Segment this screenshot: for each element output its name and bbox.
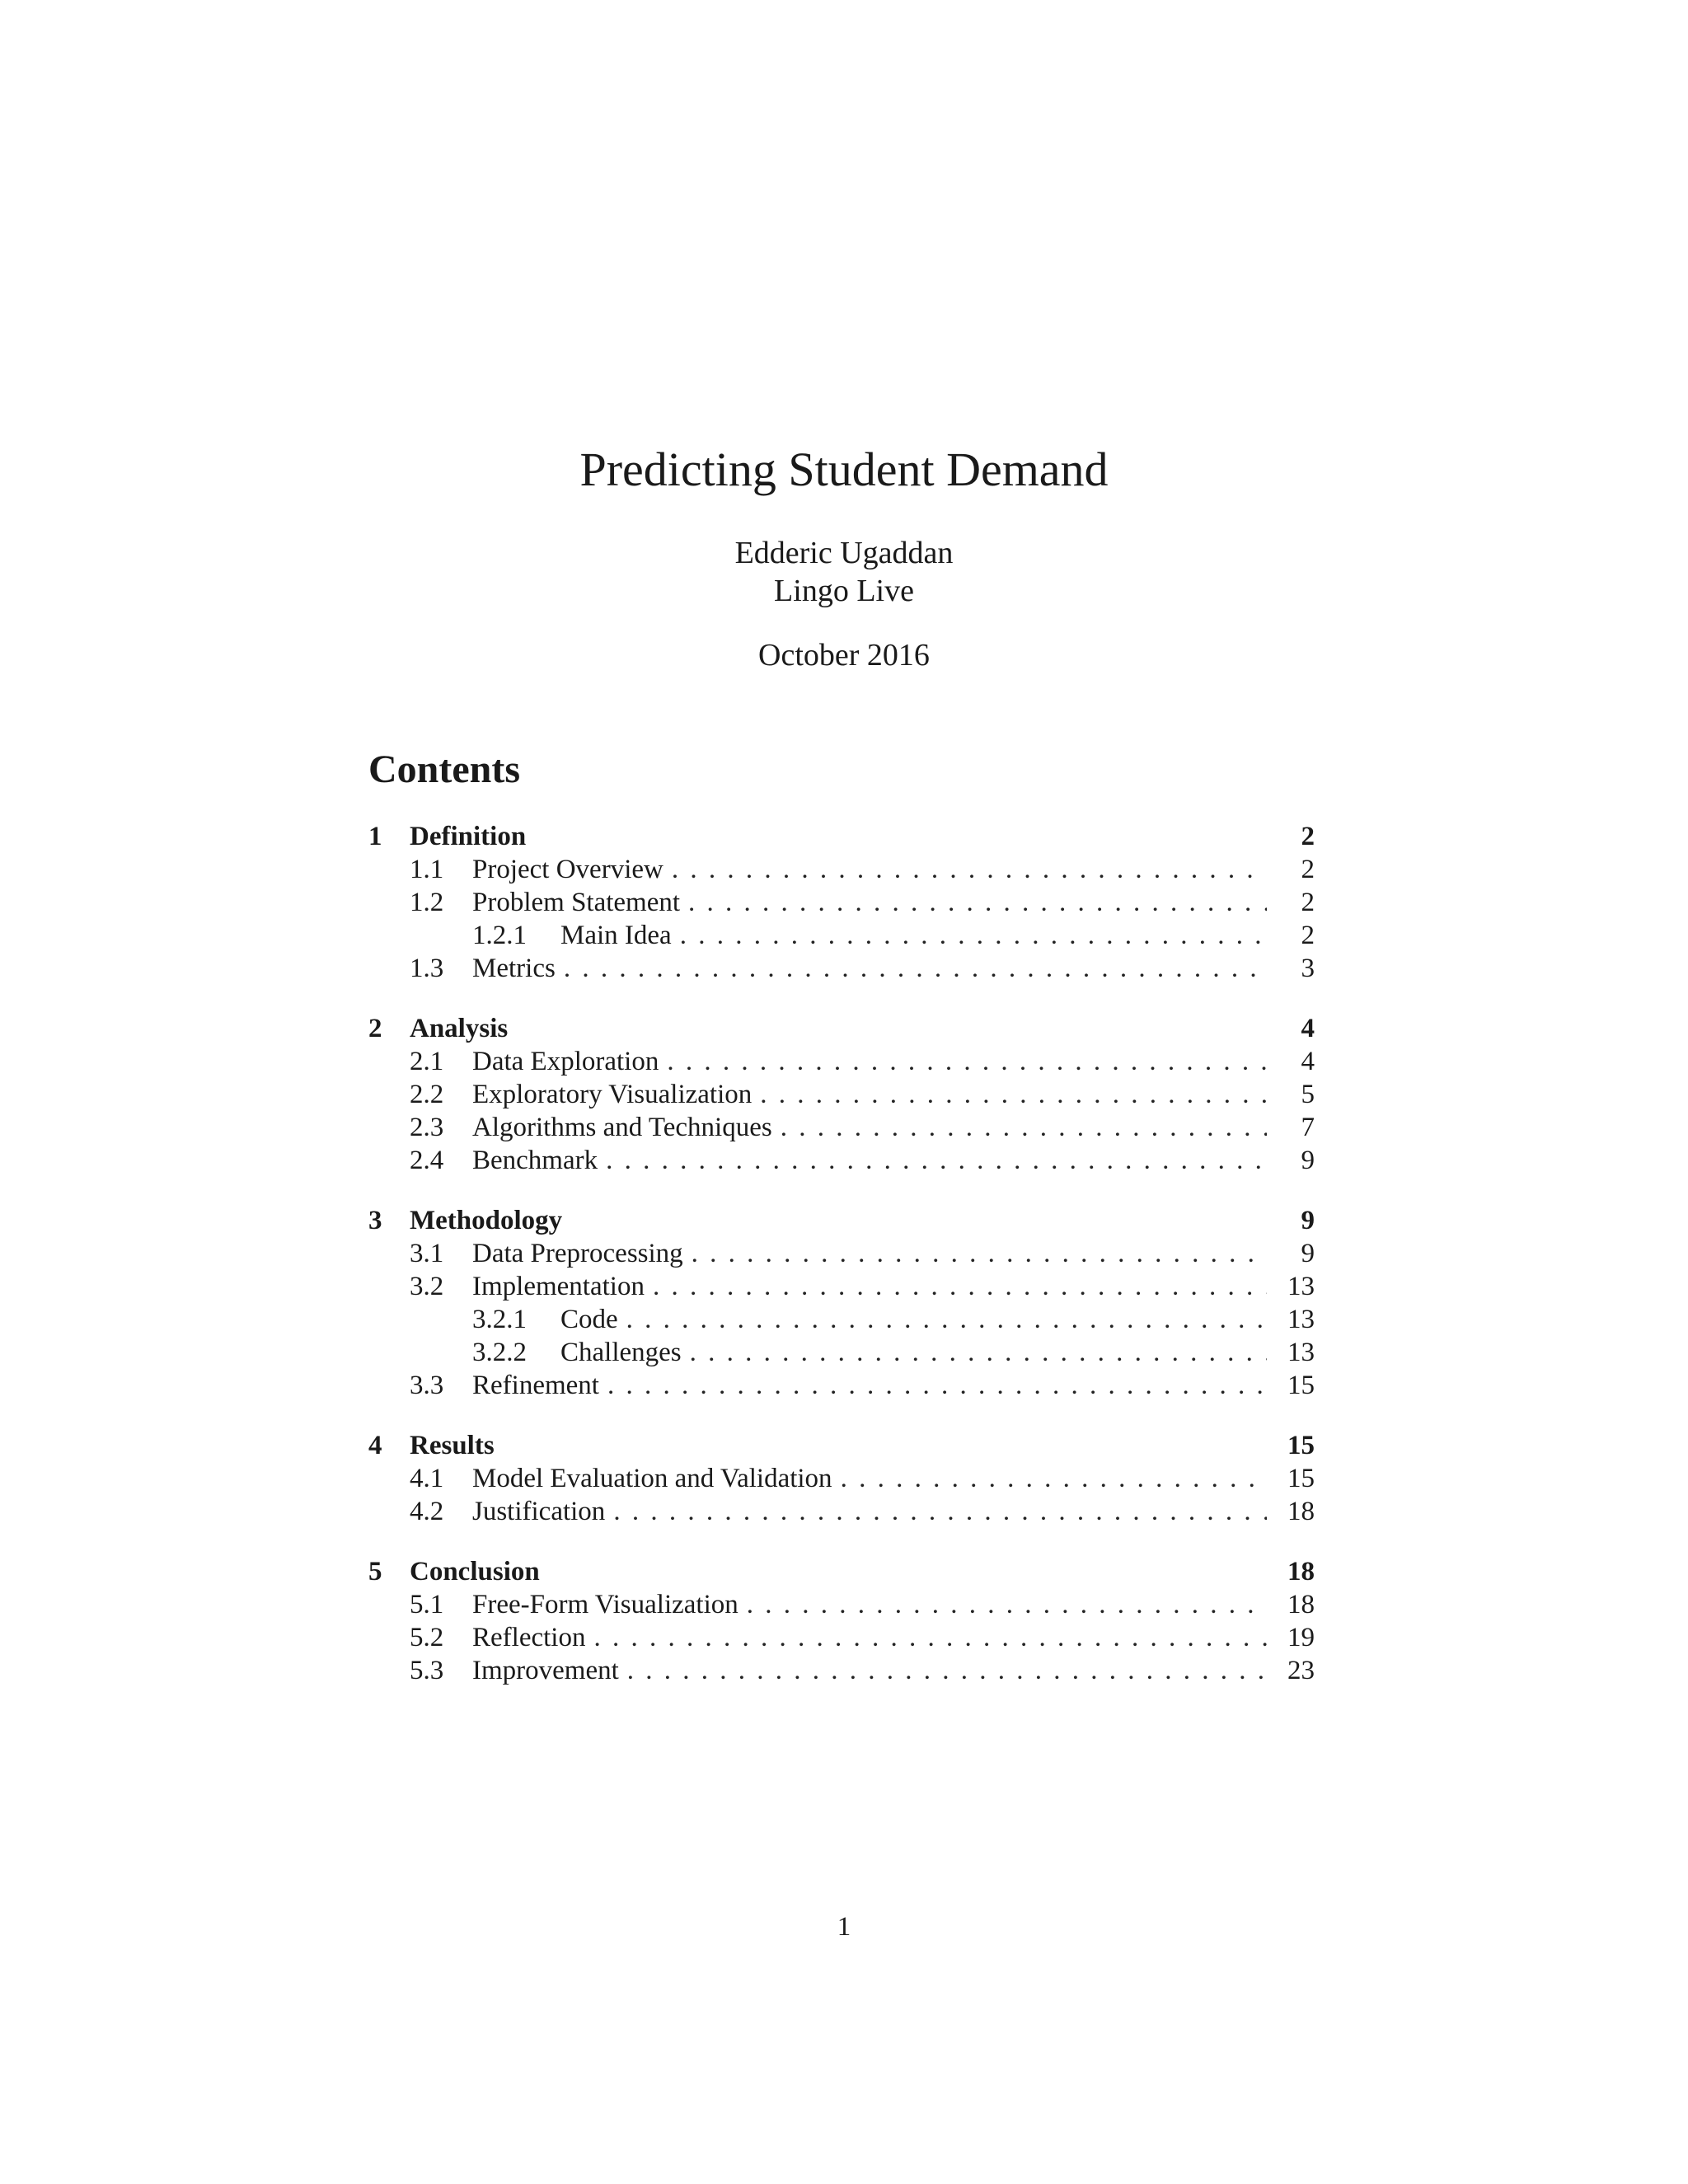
- toc-entry-number: 3.2.2: [472, 1338, 527, 1367]
- toc-entry-subsubsection[interactable]: [368, 919, 1315, 952]
- toc-dot-leader: [627, 1654, 1267, 1687]
- toc-entry-number: 3.3: [410, 1371, 444, 1400]
- toc-entry-number: 1.2.1: [472, 921, 527, 950]
- toc-entry-page: 2: [1301, 822, 1315, 851]
- author-name: Edderic Ugaddan: [734, 536, 954, 570]
- toc-entry-label: Refinement: [472, 1371, 599, 1400]
- toc-dot-leader: [760, 1078, 1267, 1111]
- toc-entry-section[interactable]: [368, 1429, 1315, 1462]
- toc-entry-subsection[interactable]: [368, 1045, 1315, 1078]
- toc-entry-label: Methodology: [410, 1206, 563, 1235]
- document-title: Predicting Student Demand: [579, 443, 1109, 496]
- toc-entry-label: Definition: [410, 822, 527, 851]
- toc-entry-subsection[interactable]: [368, 1495, 1315, 1528]
- toc-entry-label: Model Evaluation and Validation: [472, 1464, 832, 1493]
- toc-entry-number: 3.2.1: [472, 1305, 527, 1334]
- toc-entry-label: Metrics: [472, 954, 556, 983]
- toc-entry-subsection[interactable]: [368, 1621, 1315, 1654]
- toc-entry-subsection[interactable]: [368, 1237, 1315, 1270]
- toc-entry-page: 15: [1287, 1431, 1315, 1460]
- toc-entry-section[interactable]: [368, 1204, 1315, 1237]
- toc-entry-label: Implementation: [472, 1272, 645, 1301]
- toc-entry-section[interactable]: [368, 1555, 1315, 1588]
- toc-entry-page: 13: [1287, 1338, 1315, 1367]
- toc-entry-label: Free-Form Visualization: [472, 1590, 738, 1619]
- toc-entry-number: 1.2: [410, 888, 444, 917]
- toc-dot-leader: [688, 886, 1267, 919]
- toc-dot-leader: [564, 952, 1267, 985]
- toc-entry-subsection[interactable]: [368, 1462, 1315, 1495]
- toc-entry-label: Project Overview: [472, 855, 663, 884]
- toc-dot-leader: [690, 1336, 1267, 1369]
- toc-dot-leader: [653, 1270, 1267, 1303]
- toc-entry-label: Data Preprocessing: [472, 1239, 683, 1268]
- toc-entry-subsection[interactable]: [368, 1270, 1315, 1303]
- toc-dot-leader: [841, 1462, 1267, 1495]
- toc-entry-number: 4.2: [410, 1497, 444, 1526]
- toc-entry-page: 5: [1301, 1080, 1315, 1109]
- toc-entry-subsection[interactable]: [368, 1654, 1315, 1687]
- toc-entry-section[interactable]: [368, 820, 1315, 853]
- toc-entry-page: 9: [1301, 1239, 1315, 1268]
- toc-entry-label: Code: [560, 1305, 618, 1334]
- toc-dot-leader: [747, 1588, 1267, 1621]
- toc-entry-label: Problem Statement: [472, 888, 681, 917]
- toc-entry-subsection[interactable]: [368, 1588, 1315, 1621]
- toc-entry-label: Conclusion: [410, 1557, 540, 1586]
- toc-entry-subsubsection[interactable]: [368, 1336, 1315, 1369]
- toc-entry-number: 1: [368, 822, 382, 851]
- toc-entry-label: Main Idea: [560, 921, 672, 950]
- toc-entry-subsubsection[interactable]: [368, 1303, 1315, 1336]
- toc-entry-label: Benchmark: [472, 1146, 598, 1175]
- toc-entry-label: Justification: [472, 1497, 606, 1526]
- toc-entry-number: 5: [368, 1557, 382, 1586]
- toc-entry-label: Analysis: [410, 1014, 509, 1043]
- toc-entry-number: 5.1: [410, 1590, 444, 1619]
- toc-entry-page: 18: [1287, 1497, 1315, 1526]
- toc-entry-page: 4: [1301, 1047, 1315, 1076]
- toc-entry-label: Data Exploration: [472, 1047, 659, 1076]
- toc-dot-leader: [781, 1111, 1267, 1144]
- toc-entry-page: 3: [1301, 954, 1315, 983]
- toc-dot-leader: [607, 1369, 1267, 1402]
- toc-entry-number: 3.2: [410, 1272, 444, 1301]
- toc-entry-subsection[interactable]: [368, 1111, 1315, 1144]
- table-of-contents: [368, 820, 1315, 1687]
- toc-entry-number: 3: [368, 1206, 382, 1235]
- toc-entry-page: 2: [1301, 921, 1315, 950]
- toc-entry-subsection[interactable]: [368, 1369, 1315, 1402]
- toc-dot-leader: [672, 853, 1267, 886]
- toc-entry-number: 1.1: [410, 855, 444, 884]
- toc-entry-page: 2: [1301, 855, 1315, 884]
- toc-dot-leader: [613, 1495, 1267, 1528]
- toc-entry-number: 2.3: [410, 1113, 444, 1142]
- toc-entry-number: 3.1: [410, 1239, 444, 1268]
- toc-entry-number: 1.3: [410, 954, 444, 983]
- toc-entry-subsection[interactable]: [368, 1078, 1315, 1111]
- toc-entry-page: 18: [1287, 1590, 1315, 1619]
- toc-entry-page: 15: [1287, 1464, 1315, 1493]
- toc-entry-page: 13: [1287, 1272, 1315, 1301]
- toc-entry-label: Results: [410, 1431, 495, 1460]
- contents-heading: Contents: [368, 748, 521, 791]
- document-date: October 2016: [758, 638, 930, 673]
- toc-entry-subsection[interactable]: [368, 1144, 1315, 1177]
- toc-entry-number: 4: [368, 1431, 382, 1460]
- toc-dot-leader: [680, 919, 1267, 952]
- toc-entry-page: 7: [1301, 1113, 1315, 1142]
- toc-dot-leader: [593, 1621, 1267, 1654]
- toc-dot-leader: [692, 1237, 1267, 1270]
- toc-entry-page: 15: [1287, 1371, 1315, 1400]
- toc-dot-leader: [626, 1303, 1267, 1336]
- toc-entry-label: Algorithms and Techniques: [472, 1113, 772, 1142]
- toc-entry-section[interactable]: [368, 1012, 1315, 1045]
- toc-entry-page: 9: [1301, 1146, 1315, 1175]
- toc-dot-leader: [606, 1144, 1267, 1177]
- toc-dot-leader: [667, 1045, 1267, 1078]
- toc-entry-label: Reflection: [472, 1623, 586, 1652]
- toc-entry-number: 2.4: [410, 1146, 444, 1175]
- page-number: 1: [837, 1912, 851, 1942]
- toc-entry-page: 4: [1301, 1014, 1315, 1043]
- toc-entry-page: 13: [1287, 1305, 1315, 1334]
- toc-entry-subsection[interactable]: [368, 952, 1315, 985]
- toc-entry-page: 23: [1287, 1656, 1315, 1685]
- toc-entry-number: 2.2: [410, 1080, 444, 1109]
- toc-entry-number: 4.1: [410, 1464, 444, 1493]
- toc-entry-number: 5.3: [410, 1656, 444, 1685]
- toc-entry-label: Challenges: [560, 1338, 682, 1367]
- toc-entry-subsection[interactable]: [368, 886, 1315, 919]
- toc-entry-page: 9: [1301, 1206, 1315, 1235]
- toc-entry-page: 19: [1287, 1623, 1315, 1652]
- toc-entry-label: Exploratory Visualization: [472, 1080, 753, 1109]
- toc-entry-number: 2.1: [410, 1047, 444, 1076]
- toc-entry-number: 2: [368, 1014, 382, 1043]
- toc-entry-subsection[interactable]: [368, 853, 1315, 886]
- toc-entry-page: 2: [1301, 888, 1315, 917]
- toc-entry-number: 5.2: [410, 1623, 444, 1652]
- toc-entry-label: Improvement: [472, 1656, 619, 1685]
- author-affiliation: Lingo Live: [774, 574, 914, 608]
- toc-entry-page: 18: [1287, 1557, 1315, 1586]
